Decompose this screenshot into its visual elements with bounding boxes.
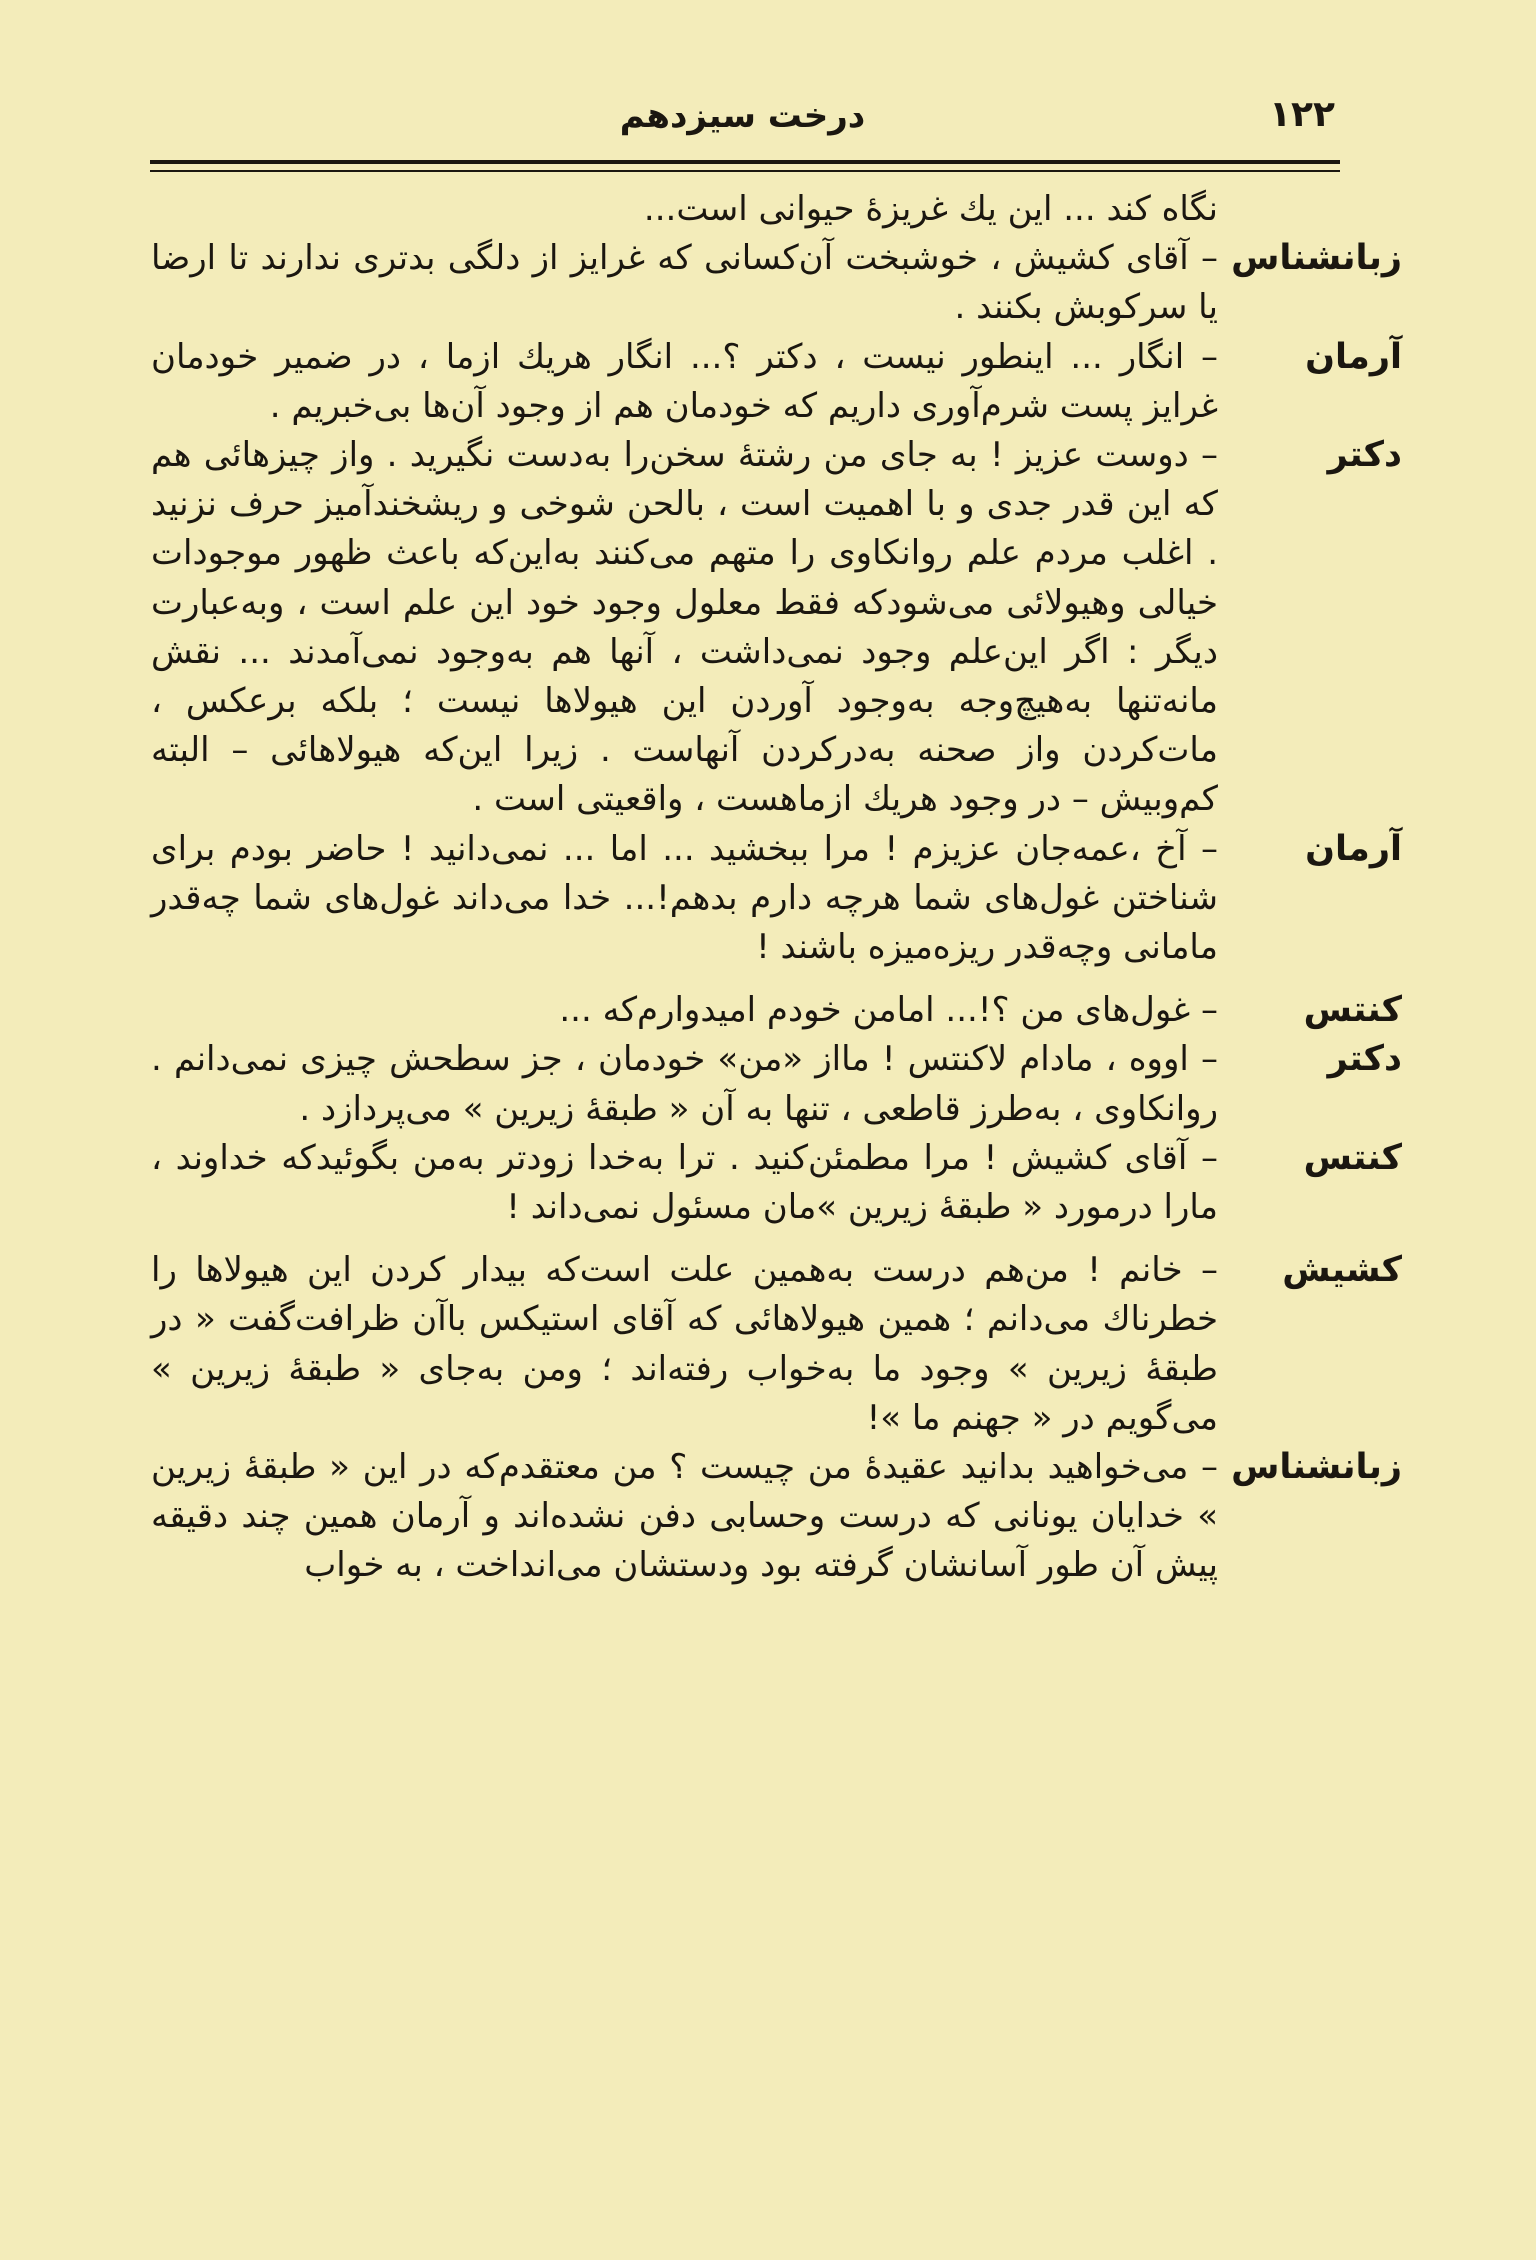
dialogue-text: – آخ ،عمه‌جان عزیزم ! مرا ببخشید ... اما ... نمی‌دانید ! حاضر بودم برای شناختن غول‌های شما هرچه دارم بدهم!... خدا می‌داند غول‌های شما چه‌قدر مامانی وچه‌قدر ریزه‌میزه باشند ! bbox=[151, 828, 1218, 968]
page-body bbox=[151, 185, 1402, 1591]
dialogue-paragraph bbox=[151, 234, 1402, 332]
paragraph-gap bbox=[151, 972, 1336, 986]
speaker-name: زبانشناس bbox=[1231, 1447, 1402, 1488]
dialogue-paragraph bbox=[151, 431, 1402, 825]
dialogue-text: – می‌خواهید بدانید عقیدهٔ من چیست ؟ من معتقدم‌که در این « طبقهٔ زیرین » خدایان یونانی که درست وحسابی دفن نشده‌اند و آرمان همین چند دقیقه پیش آن طور آسانشان گرفته بود ودستشان می‌انداخت ، به خواب bbox=[151, 1447, 1218, 1586]
dialogue-text: – آقای کشیش ! مرا مطمئن‌کنید . ترا به‌خدا زودتر به‌من بگوئیدکه خداوند ، مارا درمورد « طبقهٔ زیرین »مان مسئول نمی‌داند ! bbox=[151, 1137, 1218, 1228]
dialogue-paragraph bbox=[151, 185, 1336, 234]
speaker-name: کنتس bbox=[1303, 1137, 1402, 1178]
speaker-name: دکتر bbox=[1327, 435, 1402, 476]
dialogue-paragraph bbox=[151, 986, 1402, 1035]
dialogue-paragraph bbox=[151, 825, 1402, 973]
speaker-name: زبانشناس bbox=[1231, 238, 1402, 279]
dialogue-text: نگاه کند ... این یك غریزهٔ حیوانی است... bbox=[643, 189, 1218, 229]
paragraph-gap bbox=[151, 1232, 1336, 1246]
dialogue-text: – دوست عزیز ! به جای من رشتهٔ سخن‌را به‌دست نگیرید . واز چیزهائی هم که این قدر جدی و با اهمیت است ، بالحن شوخی و ریشخندآمیز حرف نزنید . اغلب مردم علم روانکاوی را متهم می‌کنند به‌این‌که باعث ظهور موجودات خیالی وهیولائی می‌شودکه فقط معلول وجود خود این علم است ، وبه‌عبارت دیگر : اگر این‌علم وجود نمی‌داشت ، آنها هم به‌وجود نمی‌آمدند ... نقش مانه‌تنها به‌هیچ‌وجه به‌وجود آوردن این هیولاها نیست ؛ بلکه برعکس ، مات‌کردن واز صحنه به‌درکردن آنهاست . زیرا این‌که هیولاهائی – البته کم‌وبیش – در وجود هریك ازماهست ، واقعیتی است . bbox=[151, 435, 1218, 820]
dialogue-paragraph bbox=[151, 333, 1402, 431]
dialogue-paragraph bbox=[151, 1134, 1402, 1232]
page-header bbox=[150, 88, 1335, 148]
running-title: درخت سیزدهم bbox=[619, 96, 866, 136]
speaker-name: آرمان bbox=[1305, 828, 1402, 869]
speaker-name: کنتس bbox=[1303, 990, 1402, 1031]
dialogue-text: – خانم ! من‌هم درست به‌همین علت است‌که بیدار کردن این هیولاها را خطرناك می‌دانم ؛ همین هیولاهائی که آقای استیکس باآن ظرافت‌گفت « در طبقهٔ زیرین » وجود ما به‌خواب رفته‌اند ؛ ومن به‌جای « طبقهٔ زیرین » می‌گویم در « جهنم ما »! bbox=[151, 1250, 1218, 1438]
dialogue-text: – انگار ... اینطور نیست ، دکتر ؟... انگار هریك ازما ، در ضمیر خودمان غرایز پست شرم‌آوری داریم که خودمان هم از وجود آن‌ها بی‌خبریم . bbox=[151, 336, 1218, 426]
speaker-name: دکتر bbox=[1327, 1039, 1402, 1080]
speaker-name: آرمان bbox=[1305, 336, 1402, 377]
header-rule-thin bbox=[150, 170, 1340, 172]
dialogue-text: – آقای کشیش ، خوشبخت آن‌کسانی که غرایز از دلگی بدتری ندارند تا ارضا یا سرکوبش بکنند . bbox=[151, 238, 1218, 328]
dialogue-text: – اووه ، مادام لاکنتس ! مااز «من» خودمان ، جز سطحش چیزی نمی‌دانم . روانکاوی ، به‌طرز قاطعی ، تنها به آن « طبقهٔ زیرین » می‌پردازد . bbox=[151, 1039, 1218, 1129]
dialogue-paragraph bbox=[151, 1246, 1402, 1443]
header-rule-thick bbox=[150, 160, 1340, 164]
page-number: ۱۲۲ bbox=[1269, 94, 1335, 135]
dialogue-paragraph bbox=[151, 1443, 1402, 1591]
speaker-name: کشیش bbox=[1282, 1250, 1402, 1291]
dialogue-text: – غول‌های من ؟!... امامن خودم امیدوارم‌که ... bbox=[559, 990, 1218, 1031]
dialogue-paragraph bbox=[151, 1035, 1402, 1133]
